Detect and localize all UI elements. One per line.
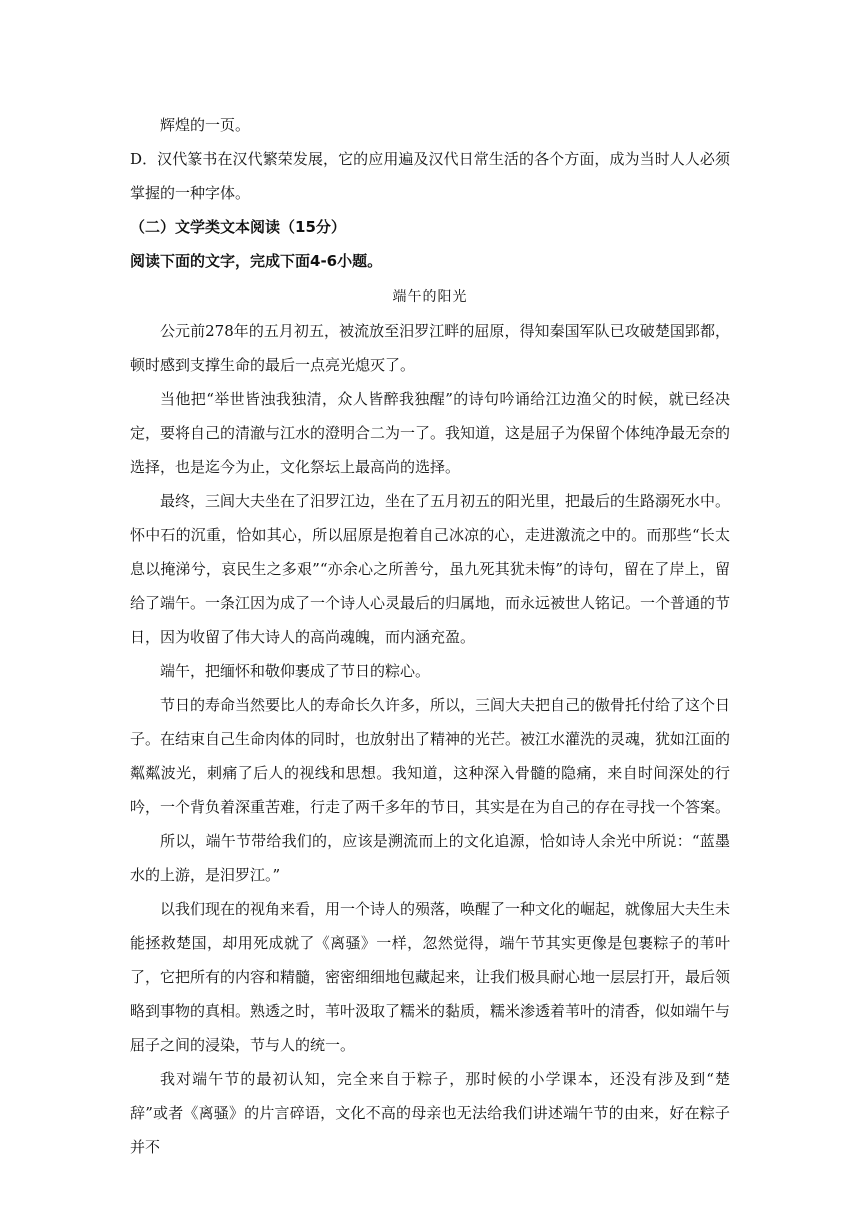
reading-instruction: 阅读下面的文字，完成下面4-6小题。	[130, 252, 383, 270]
option-d: D．汉代篆书在汉代繁荣发展，它的应用遍及汉代日常生活的各个方面，成为当时人人必须掌握的一种字体。	[130, 150, 730, 202]
article-paragraph: 公元前278年的五月初五，被流放至汨罗江畔的屈原，得知秦国军队已攻破楚国郢都，顿时感到支撑生命的最后一点亮光熄灭了。	[130, 322, 730, 374]
section-heading: （二）文学类文本阅读（15分）	[130, 218, 346, 236]
previous-fragment: 辉煌的一页。	[160, 116, 251, 134]
article-paragraph: 最终，三闾大夫坐在了汨罗江边，坐在了五月初五的阳光里，把最后的生路溺死水中。怀中石的沉重，恰如其心，所以屈原是抱着自己冰凉的心，走进激流之中的。而那些“长太息以掩涕兮，哀民生之多艰”“亦余心之所善兮，虽九死其犹未悔”的诗句，留在了岸上，留给了端午。一条江因为成了一个诗人心灵最后的归属地，而永远被世人铭记。一个普通的节日，因为收留了伟大诗人的高尚魂魄，而内涵充盈。	[130, 492, 731, 646]
article-paragraph: 当他把“举世皆浊我独清，众人皆醉我独醒”的诗句吟诵给江边渔父的时候，就已经决定，要将自己的清澈与江水的澄明合二为一了。我知道，这是屈子为保留个体纯净最无奈的选择，也是迄今为止，文化祭坛上最高尚的选择。	[130, 390, 731, 476]
article-paragraph: 节日的寿命当然要比人的寿命长久许多，所以，三闾大夫把自己的傲骨托付给了这个日子。在结束自己生命肉体的同时，也放射出了精神的光芒。被江水灌洗的灵魂，犹如江面的粼粼波光，刺痛了后人的视线和思想。我知道，这种深入骨髓的隐痛，来自时间深处的行吟，一个背负着深重苦难，行走了两千多年的节日，其实是在为自己的存在寻找一个答案。	[130, 696, 731, 816]
article-paragraph: 我对端午节的最初认知，完全来自于粽子，那时候的小学课本，还没有涉及到“楚辞”或者《离骚》的片言碎语，文化不高的母亲也无法给我们讲述端午节的由来，好在粽子并不	[130, 1070, 730, 1156]
article-paragraph: 端午，把缅怀和敬仰裹成了节日的粽心。	[160, 662, 431, 680]
document-body	[130, 108, 730, 1164]
article-paragraph: 以我们现在的视角来看，用一个诗人的殒落，唤醒了一种文化的崛起，就像屈大夫生未能拯救楚国，却用死成就了《离骚》一样，忽然觉得，端午节其实更像是包裹粽子的苇叶了，它把所有的内容和精髓，密密细细地包藏起来，让我们极具耐心地一层层打开，最后领略到事物的真相。熟透之时，苇叶汲取了糯米的黏质，糯米渗透着苇叶的清香，似如端午与屈子之间的浸染，节与人的统一。	[130, 900, 731, 1054]
article-title: 端午的阳光	[392, 289, 468, 305]
article-paragraph: 所以，端午节带给我们的，应该是溯流而上的文化追源，恰如诗人余光中所说：“蓝墨水的上游，是汨罗江。”	[130, 832, 730, 884]
